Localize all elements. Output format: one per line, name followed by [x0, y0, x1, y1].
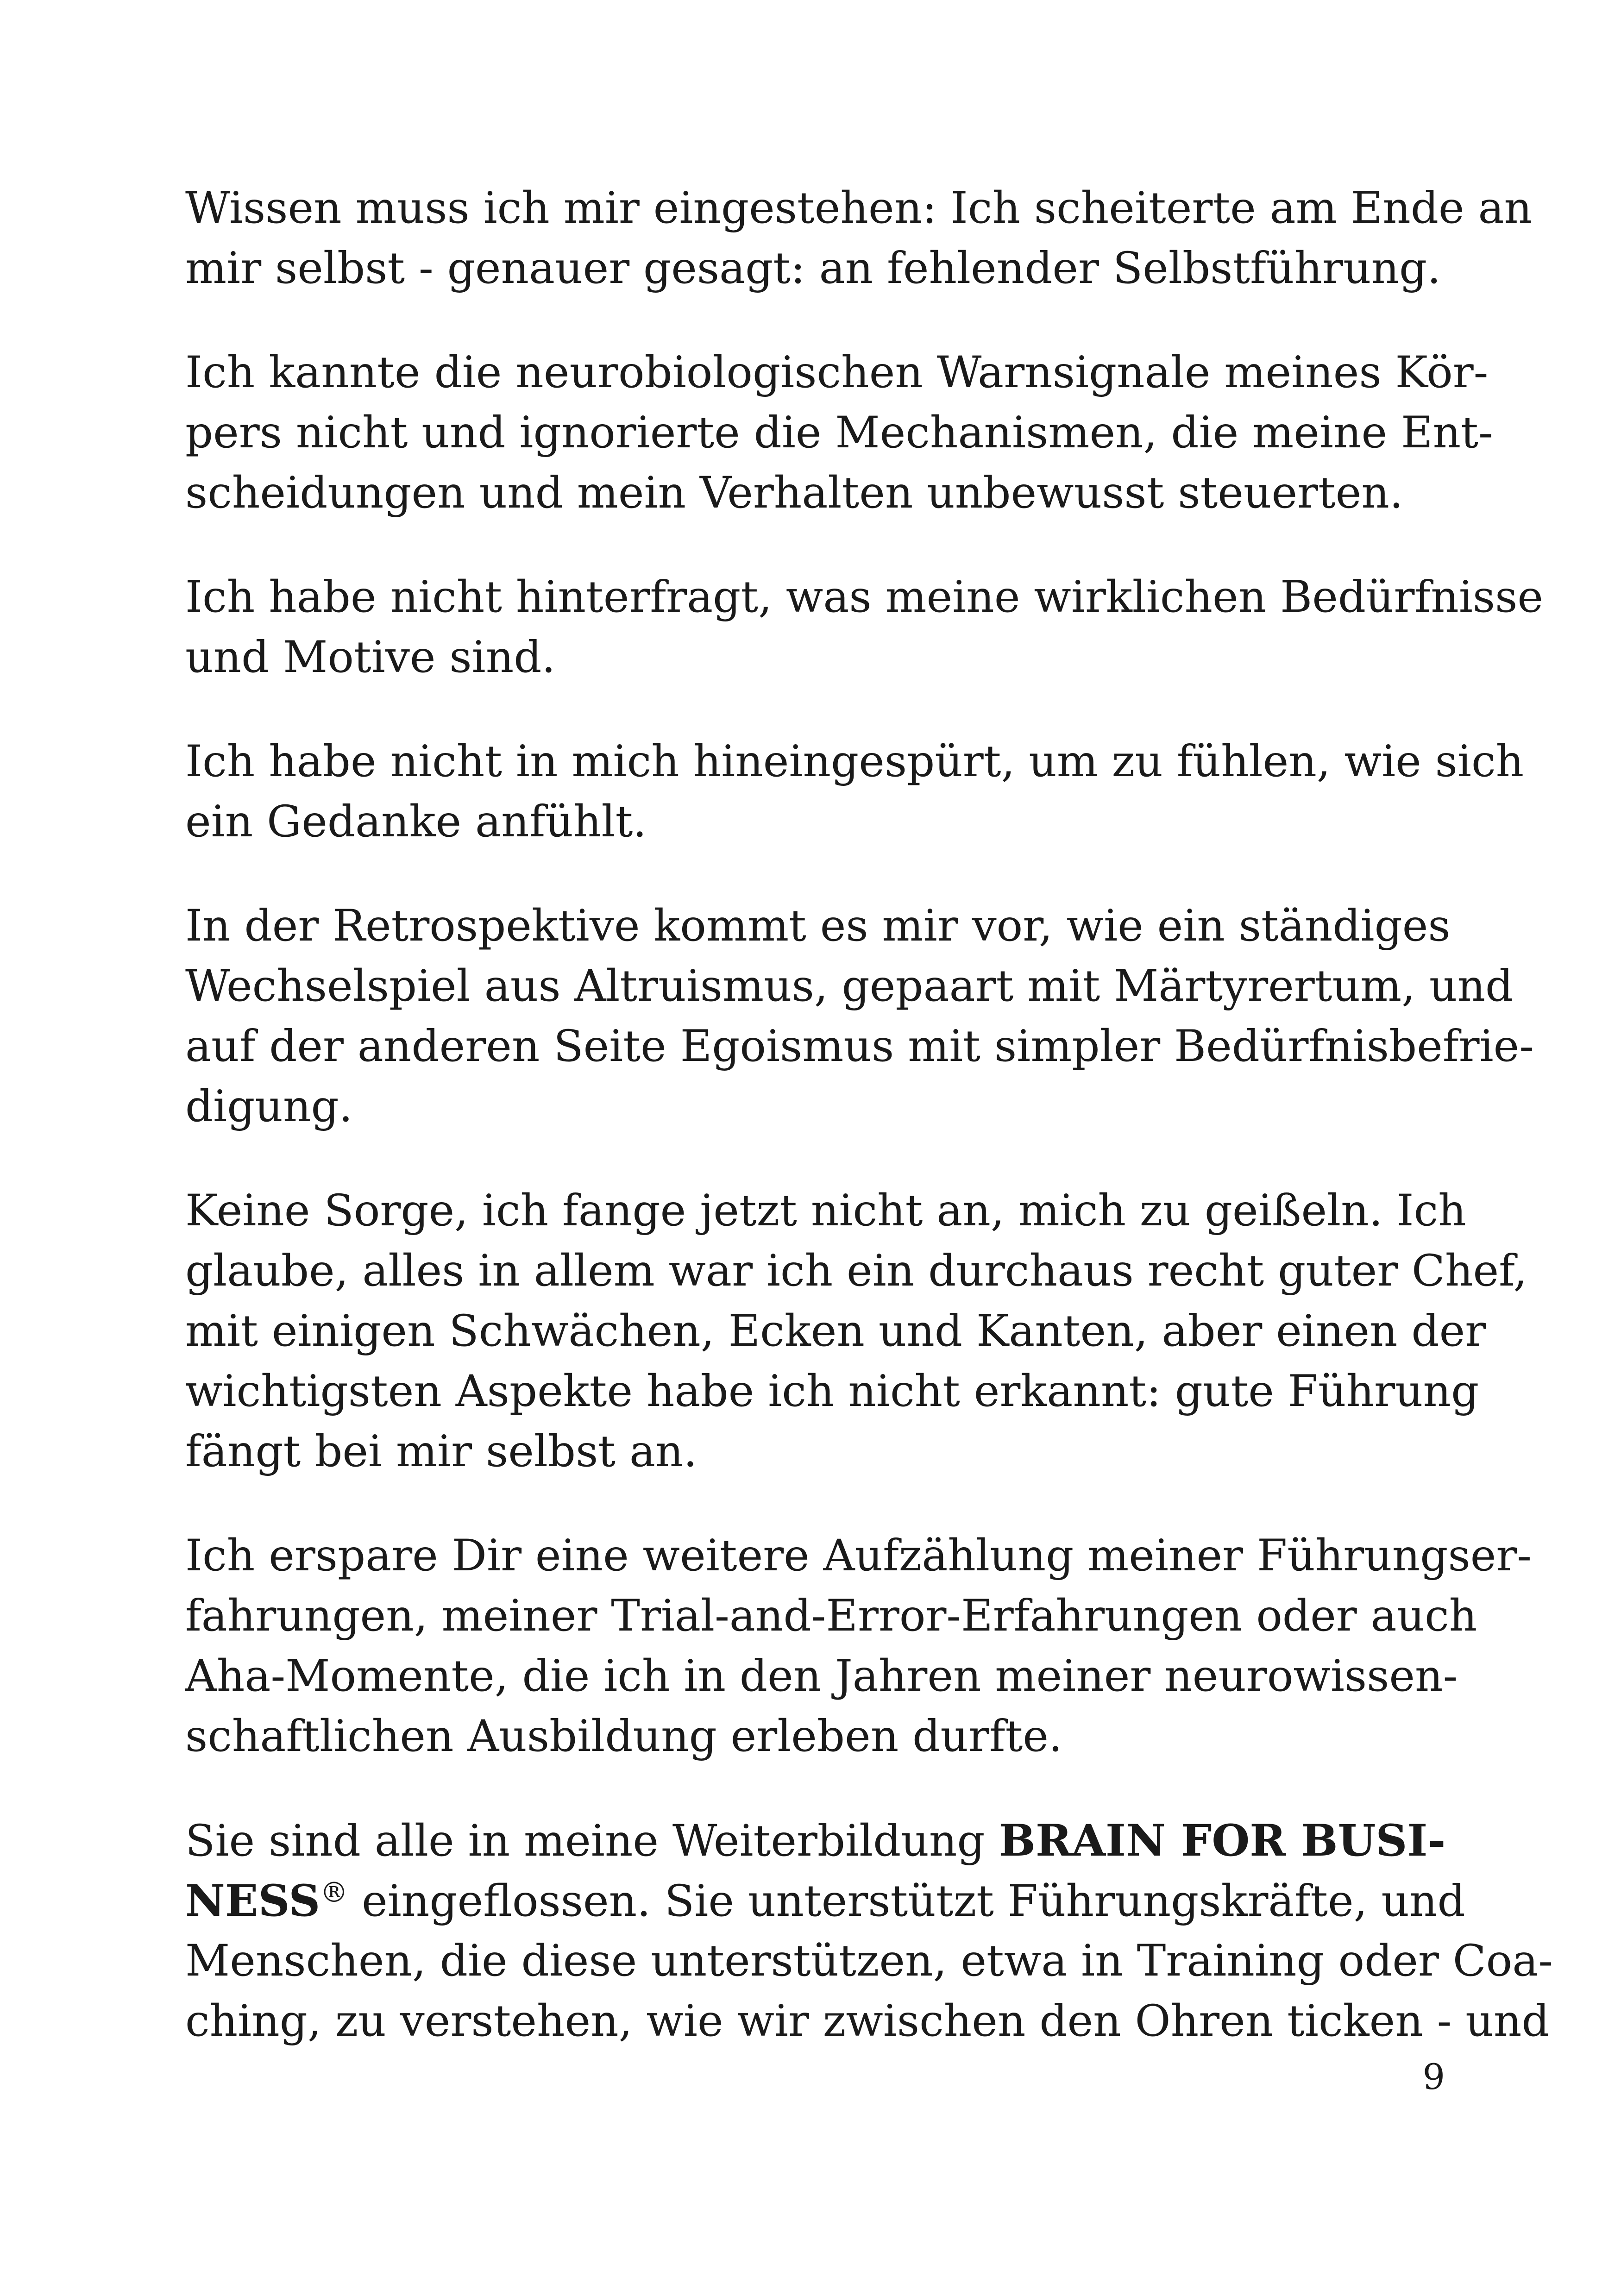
text-line: Ich habe nicht hinterfragt, was meine wirklichen Bedürfnisse [185, 572, 1543, 622]
text-line: Ich habe nicht in mich hineingespürt, um zu fühlen, wie sich [185, 736, 1524, 787]
text-line: Wissen muss ich mir eingestehen: Ich scheiterte am Ende an [185, 183, 1533, 233]
bold-brand-name: BRAIN FOR BUSI- [999, 1815, 1446, 1866]
text-line [185, 1815, 1445, 1876]
text-line: Keine Sorge, ich fange jetzt nicht an, mich zu geißeln. Ich [185, 1186, 1466, 1236]
page-number: 9 [1422, 2056, 1445, 2097]
text-line: Ich erspare Dir eine weitere Aufzählung meiner Führungser- [185, 1531, 1532, 1581]
text-line: schaftlichen Ausbildung erleben durfte. [185, 1711, 1062, 1762]
text-line: fahrungen, meiner Trial-and-Error-Erfahrungen oder auch [185, 1591, 1477, 1641]
text-line: In der Retrospektive kommt es mir vor, wie ein ständiges [185, 901, 1451, 951]
text-line: Aha-Momente, die ich in den Jahren meiner neurowissen- [185, 1651, 1458, 1701]
text-line: wichtigsten Aspekte habe ich nicht erkannt: gute Führung [185, 1366, 1479, 1417]
text-line [185, 1876, 1465, 1936]
text-line: Menschen, die diese unterstützen, etwa in Training oder Coa- [185, 1936, 1553, 1986]
text-line: ein Gedanke anfühlt. [185, 797, 647, 847]
text-line: auf der anderen Seite Egoismus mit simpler Bedürfnisbefrie- [185, 1021, 1534, 1072]
text-line: Wechselspiel aus Altruismus, gepaart mit Märtyrertum, und [185, 961, 1514, 1011]
text-line: und Motive sind. [185, 632, 556, 683]
text-line: ching, zu verstehen, wie wir zwischen den Ohren ticken - und [185, 1996, 1550, 2046]
text-line: fängt bei mir selbst an. [185, 1426, 697, 1477]
text-line: Ich kannte die neurobiologischen Warnsignale meines Kör- [185, 347, 1489, 398]
text-segment: eingeflossen. Sie unterstützt Führungskräfte, und [362, 1876, 1465, 1926]
text-line: mit einigen Schwächen, Ecken und Kanten, aber einen der [185, 1306, 1486, 1356]
text-line: scheidungen und mein Verhalten unbewusst steuerten. [185, 468, 1403, 518]
text-line: digung. [185, 1081, 353, 1132]
bold-brand-name: NESS [185, 1876, 320, 1926]
text-line: mir selbst - genauer gesagt: an fehlender Selbstführung. [185, 243, 1441, 294]
text-segment: Sie sind alle in meine Weiterbildung [185, 1816, 985, 1866]
text-line: pers nicht und ignorierte die Mechanismen, die meine Ent- [185, 408, 1493, 458]
registered-mark: ® [320, 1876, 348, 1909]
text-line: glaube, alles in allem war ich ein durchaus recht guter Chef, [185, 1246, 1527, 1296]
